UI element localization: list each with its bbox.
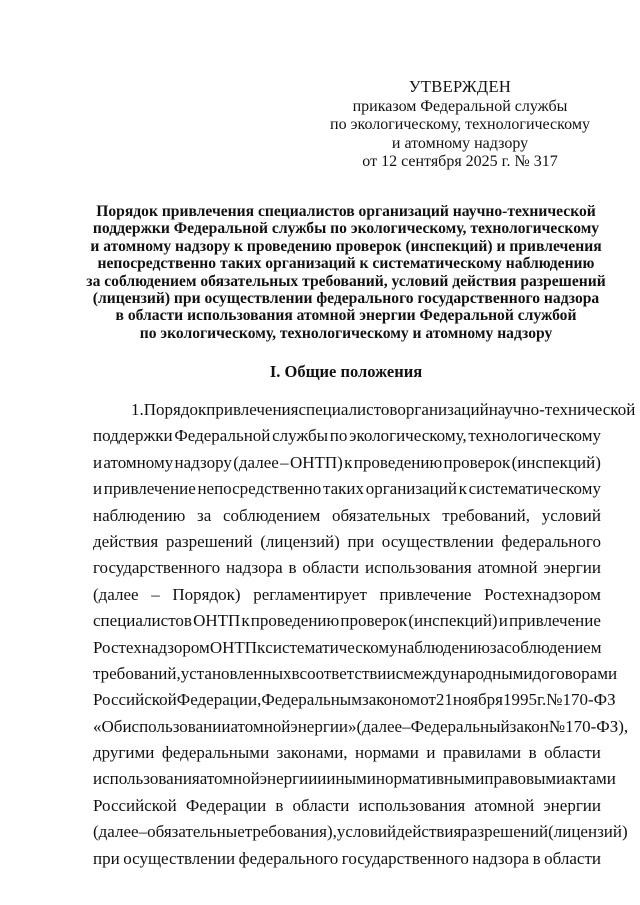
word: (далее [93, 822, 139, 842]
paragraph-line [93, 714, 629, 740]
word: г. [536, 690, 547, 710]
word: по [329, 426, 348, 446]
paragraph-line [93, 740, 601, 766]
word: ОНТП) [289, 452, 343, 472]
word: 21 [435, 690, 453, 710]
word: надзора [225, 558, 283, 578]
word: Ростехнадзором [93, 637, 210, 657]
word: осуществлении [123, 848, 236, 868]
word: использования [364, 558, 472, 578]
paragraph-line [93, 819, 628, 845]
word: обязательных [331, 505, 431, 525]
document-title [86, 203, 606, 342]
word: Порядок) [172, 584, 241, 604]
word: организаций [397, 400, 489, 419]
word: государственного [93, 558, 221, 578]
word: государственного [341, 848, 469, 868]
word: проверок [443, 452, 511, 472]
word: атомной [474, 795, 535, 815]
word: 170-ФЗ [562, 690, 616, 710]
word: области [292, 795, 350, 815]
word: технологическому [468, 426, 601, 446]
approval-line: приказом Федеральной службы [352, 97, 568, 115]
word: требования), [244, 822, 337, 842]
word: в [291, 663, 300, 683]
word: осуществлении [381, 531, 494, 551]
word: обязательные [147, 822, 245, 842]
word: (далее [356, 716, 403, 736]
approval-block [330, 78, 590, 172]
paragraph-line [93, 555, 601, 581]
word: ОНТП [209, 637, 258, 657]
word: и [498, 611, 508, 631]
word: организаций [365, 479, 457, 499]
approval-title: УТВЕРЖДЕН [408, 77, 512, 96]
word: «Об [93, 716, 123, 736]
word: энергии» [290, 716, 357, 736]
document-title-line: (лицензий) при осуществлении федерального государственного надзора [92, 290, 600, 308]
document-title-line: в области использования атомной энергии Федеральной службой [115, 307, 577, 325]
word: поддержки [93, 426, 173, 446]
word: к [257, 637, 266, 657]
paragraph-line [93, 476, 601, 502]
word: при [347, 531, 375, 551]
paragraph-line [93, 846, 601, 872]
word: действия [93, 531, 159, 551]
word: и [426, 743, 436, 763]
word: № [546, 690, 563, 710]
paragraph-line [93, 450, 601, 476]
word: энергии [543, 558, 601, 578]
word: наблюдению [397, 637, 490, 657]
word: к [458, 479, 467, 499]
word: – [151, 584, 160, 604]
paragraph-line [93, 529, 601, 555]
word: надзору [174, 452, 232, 472]
word: привлечения [206, 400, 299, 419]
word: Федерации, [176, 690, 262, 710]
word: разрешений [461, 822, 549, 842]
word: действия [396, 822, 462, 842]
word: области [544, 848, 601, 868]
word: атомной [199, 769, 260, 789]
word: с [395, 663, 404, 683]
word: разрешений [165, 531, 253, 551]
word: систематическому [468, 479, 601, 499]
word: (далее [233, 452, 279, 472]
word: договорами [532, 663, 618, 683]
paragraph-line [93, 766, 616, 792]
word: международными [403, 663, 533, 683]
word: – [402, 716, 411, 736]
word: 170-ФЗ), [565, 716, 629, 736]
word: (инспекций) [511, 452, 601, 472]
word: в [288, 558, 297, 578]
paragraph-line [93, 423, 601, 449]
word: Федеральным [261, 690, 362, 710]
word: Ростехнадзором [484, 584, 601, 604]
word: проведению [250, 611, 340, 631]
document-title-line: Порядок привлечения специалистов организаций научно-технической [96, 203, 596, 220]
document-title-line: и атомному надзору к проведению проверок (инспекций) и привлечения [90, 237, 602, 255]
word: Российской [93, 690, 177, 710]
word: привлечение [508, 611, 601, 631]
word: законами, [276, 743, 348, 763]
word: области [302, 558, 360, 578]
word: соответствии [299, 663, 396, 683]
word: специалистов [93, 611, 192, 631]
word: 1995 [502, 690, 537, 710]
word: нормативными [375, 769, 485, 789]
word: экологическому, [349, 426, 467, 446]
word: в [528, 743, 537, 763]
document-title-line: поддержки Федеральной службы по экологическому, технологическому [92, 220, 600, 238]
paragraph-line [93, 635, 601, 661]
word: федерального [238, 848, 339, 868]
word: Порядок [143, 400, 207, 419]
word: использовании [122, 716, 231, 736]
word: от [420, 690, 436, 710]
word: специалистов [298, 400, 398, 419]
word: службы [272, 426, 329, 446]
word: таких [322, 479, 364, 499]
word: требований, [93, 663, 181, 683]
word: федеральными [161, 743, 270, 763]
word: Федерации [185, 795, 267, 815]
word: – [280, 452, 289, 472]
word: научно-технической [488, 400, 636, 419]
paragraph-line [93, 397, 636, 423]
word: – [138, 822, 148, 842]
word: привлечение [379, 584, 472, 604]
paragraph-line [93, 687, 616, 713]
word: (лицензий) [548, 822, 628, 842]
word: атомной [477, 558, 538, 578]
word: к [344, 452, 353, 472]
word: в [532, 848, 541, 868]
word: использования [93, 769, 200, 789]
word: наблюдению [93, 505, 186, 525]
paragraph-line [93, 582, 601, 608]
word: Федеральной [174, 426, 271, 446]
paragraph-line [93, 608, 601, 634]
approval-date-line: от 12 сентября 2025 г. № 317 [362, 153, 558, 170]
word: иными [326, 769, 376, 789]
word: использования [358, 795, 466, 815]
word: непосредственно [197, 479, 322, 499]
word: за [196, 505, 212, 525]
word: и [93, 452, 103, 472]
document-title-line: за соблюдением обязательных требований, условий действия разрешений [86, 272, 606, 290]
word: области [544, 743, 601, 763]
word: другими [93, 743, 155, 763]
document-title-line: непосредственно таких организаций к систематическому наблюдению [97, 255, 595, 273]
word: правилами [442, 743, 522, 763]
word: условий [336, 822, 397, 842]
word: соблюдением [504, 637, 602, 657]
section-heading: I. Общие положения [269, 362, 423, 381]
word: (инспекций) [408, 611, 498, 631]
approval-line: по экологическому, технологическому [330, 116, 590, 133]
paragraph-line [93, 793, 601, 819]
word: за [489, 637, 505, 657]
word: надзора [472, 848, 530, 868]
approval-line: и атомному надзору [391, 134, 529, 152]
word: при [93, 848, 120, 868]
word: установленных [180, 663, 292, 683]
word: ОНТП [193, 611, 241, 631]
paragraph-line [93, 661, 618, 687]
document-title-line: по экологическому, технологическому и атомному надзору [139, 324, 553, 342]
word: и [317, 769, 327, 789]
word: атомному [103, 452, 174, 472]
word: Федеральный [410, 716, 510, 736]
word: нормами [355, 743, 419, 763]
word: систематическому [265, 637, 398, 657]
word: (далее [93, 584, 139, 604]
word: правовыми [484, 769, 566, 789]
word: актами [565, 769, 616, 789]
word: регламентирует [253, 584, 367, 604]
word: к [241, 611, 250, 631]
word: требований, [442, 505, 530, 525]
paragraph-1 [93, 397, 636, 872]
word: энергии [543, 795, 601, 815]
word: закон [509, 716, 549, 736]
word: ноября [452, 690, 503, 710]
word: № [548, 716, 566, 736]
word: 1. [131, 400, 144, 419]
word: и [93, 479, 103, 499]
word: соблюдением [222, 505, 321, 525]
word: законом [361, 690, 421, 710]
word: привлечение [103, 479, 196, 499]
word: энергии [259, 769, 318, 789]
word: в [275, 795, 284, 815]
paragraph-line [93, 503, 601, 529]
word: проведению [353, 452, 443, 472]
word: Российской [93, 795, 177, 815]
word: федерального [501, 531, 601, 551]
word: атомной [230, 716, 291, 736]
word: проверок [340, 611, 408, 631]
word: условий [541, 505, 601, 525]
word: (лицензий) [260, 531, 340, 551]
